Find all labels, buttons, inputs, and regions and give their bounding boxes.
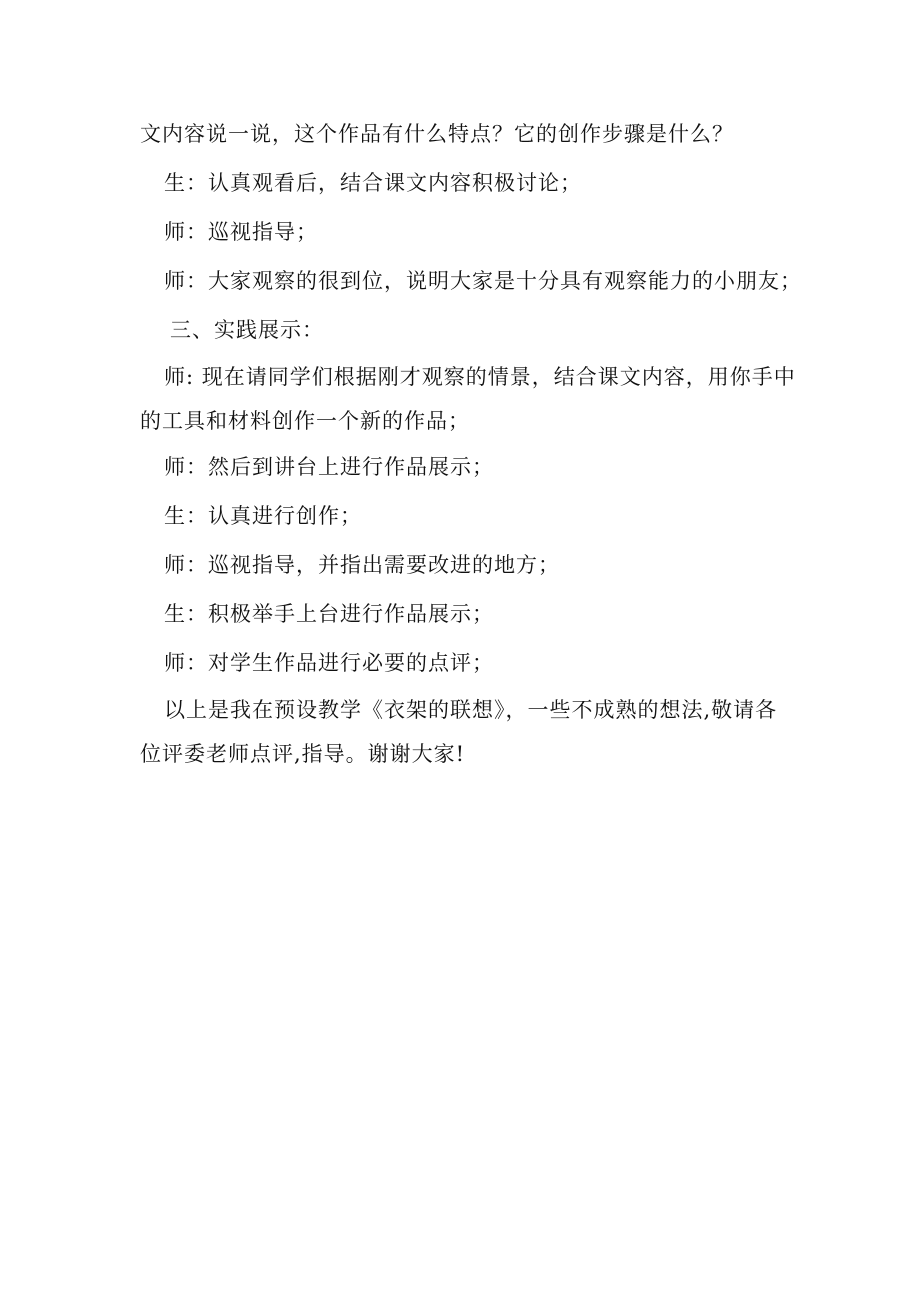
paragraph-line: 师: 现在请同学们根据刚才观察的情景，结合课文内容，用你手中 [164, 365, 796, 389]
paragraph-line: 生：认真观看后，结合课文内容积极讨论； [164, 171, 582, 195]
paragraph-line: 以上是我在预设教学《衣架的联想》，一些不成熟的想法,敬请各 [164, 698, 778, 722]
paragraph-line: 位评委老师点评,指导。谢谢大家! [140, 742, 466, 766]
paragraph-line: 师：对学生作品进行必要的点评； [164, 651, 494, 675]
paragraph-line: 的工具和材料创作一个新的作品； [140, 409, 470, 433]
paragraph-line: 文内容说一说，这个作品有什么特点？它的创作步骤是什么？ [140, 122, 734, 146]
paragraph-line: 生：积极举手上台进行作品展示； [164, 602, 494, 626]
paragraph-line: 师：然后到讲台上进行作品展示； [164, 455, 494, 479]
document-body [140, 110, 802, 776]
paragraph-line: 师：大家观察的很到位，说明大家是十分具有观察能力的小朋友； [164, 269, 802, 293]
paragraph-line: 师：巡视指导，并指出需要改进的地方； [164, 553, 560, 577]
paragraph-line: 生：认真进行创作； [164, 504, 362, 528]
section-heading: 三、实践展示： [170, 318, 324, 342]
paragraph-line: 师：巡视指导； [164, 220, 318, 244]
